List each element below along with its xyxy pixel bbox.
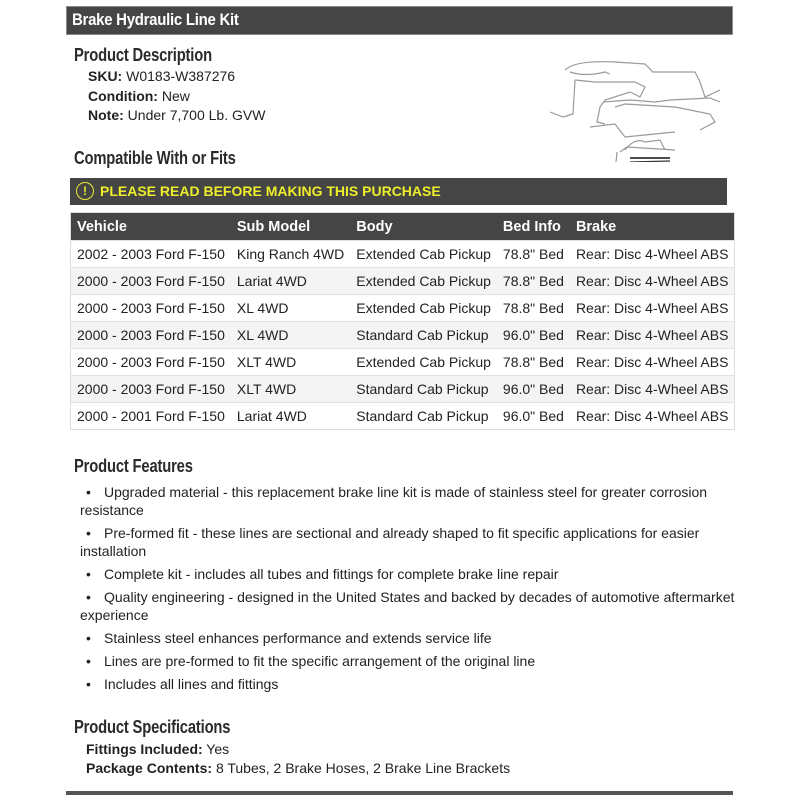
feature-text: Complete kit - includes all tubes and fittings for complete brake line repair (104, 566, 559, 582)
cell-vehicle: 2000 - 2003 Ford F-150 (71, 376, 231, 403)
cell-body: Extended Cab Pickup (350, 268, 497, 295)
title-bar (66, 6, 733, 35)
page-title: Brake Hydraulic Line Kit (72, 10, 239, 29)
fittings-included-value: Yes (206, 741, 230, 757)
bullet-icon: • (86, 566, 91, 582)
table-row (71, 349, 735, 376)
bullet-icon: • (86, 484, 91, 500)
product-description-heading: Product Description (74, 45, 212, 65)
cell-body: Extended Cab Pickup (350, 295, 497, 322)
product-image (535, 42, 735, 162)
cell-vehicle: 2000 - 2003 Ford F-150 (71, 349, 231, 376)
list-item (80, 483, 740, 519)
column-header-body: Body (350, 213, 497, 241)
cell-bed-info: 78.8" Bed (497, 295, 570, 322)
bullet-icon: • (86, 653, 91, 669)
condition-label: Condition: (88, 88, 158, 104)
cell-brake: Rear: Disc 4-Wheel ABS (570, 376, 735, 403)
note-field (88, 107, 265, 123)
feature-text: Includes all lines and fittings (104, 676, 279, 692)
package-contents-field (86, 760, 510, 776)
table-header-row (71, 213, 735, 241)
cell-sub-model: XL 4WD (231, 322, 350, 349)
bullet-icon: • (86, 630, 91, 646)
feature-text: Pre-formed fit - these lines are sectional and already shaped to fit specific applications for easier installation (80, 525, 700, 559)
cell-bed-info: 96.0" Bed (497, 322, 570, 349)
list-item (80, 524, 740, 560)
feature-text: Lines are pre-formed to fit the specific arrangement of the original line (104, 653, 536, 669)
cell-bed-info: 96.0" Bed (497, 376, 570, 403)
list-item (80, 652, 740, 670)
cell-sub-model: XLT 4WD (231, 349, 350, 376)
note-value: Under 7,700 Lb. GVW (127, 107, 266, 123)
fittings-included-field (86, 741, 229, 757)
cell-brake: Rear: Disc 4-Wheel ABS (570, 295, 735, 322)
table-row (71, 322, 735, 349)
compatible-heading: Compatible With or Fits (74, 148, 236, 168)
purchase-warning-banner (70, 178, 727, 205)
column-header-vehicle: Vehicle (71, 213, 231, 241)
compatibility-table (70, 212, 735, 430)
cell-sub-model: Lariat 4WD (231, 268, 350, 295)
cell-brake: Rear: Disc 4-Wheel ABS (570, 349, 735, 376)
list-item (80, 629, 740, 647)
table-row (71, 268, 735, 295)
features-list (80, 483, 740, 698)
table-row (71, 403, 735, 430)
cell-body: Standard Cab Pickup (350, 376, 497, 403)
package-contents-label: Package Contents: (86, 760, 213, 776)
feature-text: Stainless steel enhances performance and extends service life (104, 630, 492, 646)
cell-body: Extended Cab Pickup (350, 241, 497, 268)
product-features-heading: Product Features (74, 456, 193, 476)
column-header-sub-model: Sub Model (231, 213, 350, 241)
list-item (80, 675, 740, 693)
cell-vehicle: 2000 - 2003 Ford F-150 (71, 295, 231, 322)
product-specifications-heading: Product Specifications (74, 717, 231, 737)
bullet-icon: • (86, 525, 91, 541)
cell-brake: Rear: Disc 4-Wheel ABS (570, 322, 735, 349)
cell-sub-model: XLT 4WD (231, 376, 350, 403)
note-label: Note: (88, 107, 124, 123)
condition-field (88, 88, 190, 104)
cell-body: Standard Cab Pickup (350, 403, 497, 430)
cell-bed-info: 96.0" Bed (497, 403, 570, 430)
cell-bed-info: 78.8" Bed (497, 349, 570, 376)
feature-text: Upgraded material - this replacement brake line kit is made of stainless steel for greater corrosion resistance (80, 484, 708, 518)
list-item (80, 565, 740, 583)
bullet-icon: • (86, 589, 91, 605)
sku-field (88, 68, 235, 84)
condition-value: New (161, 88, 190, 104)
cell-sub-model: King Ranch 4WD (231, 241, 350, 268)
cell-bed-info: 78.8" Bed (497, 241, 570, 268)
cell-body: Standard Cab Pickup (350, 322, 497, 349)
cell-brake: Rear: Disc 4-Wheel ABS (570, 403, 735, 430)
fittings-included-label: Fittings Included: (86, 741, 203, 757)
table-row (71, 295, 735, 322)
sku-value: W0183-W387276 (126, 68, 236, 84)
cell-body: Extended Cab Pickup (350, 349, 497, 376)
cell-bed-info: 78.8" Bed (497, 268, 570, 295)
bottom-divider (66, 791, 733, 795)
cell-brake: Rear: Disc 4-Wheel ABS (570, 268, 735, 295)
cell-vehicle: 2000 - 2003 Ford F-150 (71, 322, 231, 349)
sku-label: SKU: (88, 68, 123, 84)
cell-vehicle: 2000 - 2001 Ford F-150 (71, 403, 231, 430)
column-header-brake: Brake (570, 213, 735, 241)
table-row (71, 241, 735, 268)
cell-sub-model: Lariat 4WD (231, 403, 350, 430)
cell-vehicle: 2002 - 2003 Ford F-150 (71, 241, 231, 268)
cell-sub-model: XL 4WD (231, 295, 350, 322)
warning-text: PLEASE READ BEFORE MAKING THIS PURCHASE (100, 183, 441, 199)
bullet-icon: • (86, 676, 91, 692)
table-row (71, 376, 735, 403)
cell-vehicle: 2000 - 2003 Ford F-150 (71, 268, 231, 295)
exclamation-circle-icon: ! (76, 182, 94, 200)
cell-brake: Rear: Disc 4-Wheel ABS (570, 241, 735, 268)
feature-text: Quality engineering - designed in the United States and backed by decades of automotive aftermarket experience (80, 589, 735, 623)
package-contents-value: 8 Tubes, 2 Brake Hoses, 2 Brake Line Brackets (215, 760, 511, 776)
list-item (80, 588, 740, 624)
column-header-bed-info: Bed Info (497, 213, 570, 241)
